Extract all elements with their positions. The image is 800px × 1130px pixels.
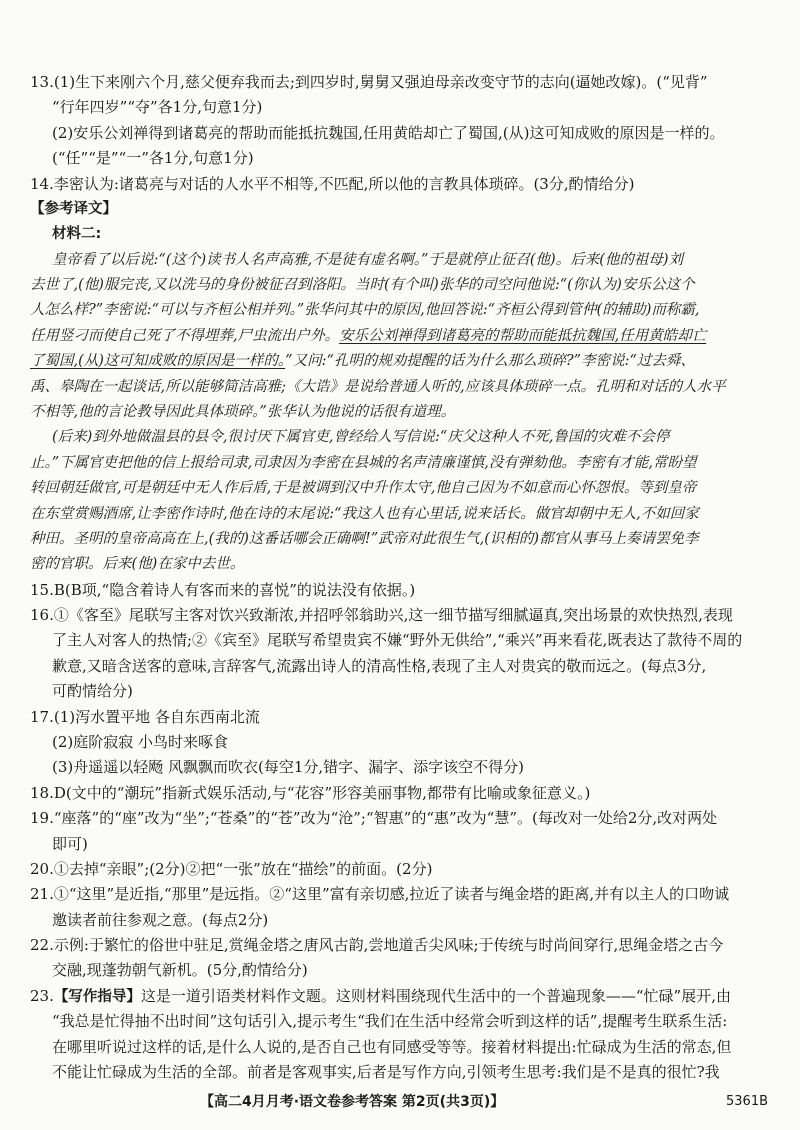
text-line (0, 425, 800, 449)
text-span: 14.李密认为:诸葛亮与对话的人水平不相等,不匹配,所以他的言教具体琐碎。(3分,酌情给分) (30, 174, 635, 193)
text-line (0, 349, 800, 373)
text-line (0, 679, 800, 703)
text-span: 去世了,(他)服完丧,又以洗马的身份被征召到洛阳。当时(有个叫)张华的司空问他说:“(你认为)安乐公这个 (30, 277, 695, 294)
text-line (0, 70, 800, 94)
text-span: (后来)到外地做温县的县令,很讨厌下属官吏,曾经给人写信说:“庆父这种人不死,鲁国的灾难不会停 (52, 429, 670, 446)
text-span: 止。”下属官吏把他的信上报给司隶,司隶因为李密在县城的名声清廉谨慎,没有弹劾他。李密有才能,常盼望 (30, 454, 697, 471)
text-line (0, 1035, 800, 1059)
text-line (0, 705, 800, 729)
text-span: 18.D(文中的“潮玩”指新式娱乐活动,与“花容”形容美丽事物,都带有比喻或象征意义。) (30, 783, 591, 802)
text-span: 19.“座落”的“座”改为“坐”;“苍桑”的“苍”改为“沧”;“智惠”的“惠”改为“慧”。(每改对一处给2分,改对两处 (30, 809, 718, 828)
text-span: 16.①《客至》尾联写主客对饮兴致渐浓,并招呼邻翁助兴,这一细节描写细腻逼真,突出场景的欢快热烈,表现 (30, 606, 733, 625)
text-line (0, 832, 800, 856)
text-line (0, 172, 800, 196)
text-line (0, 298, 800, 322)
text-span: 17.(1)泻水置平地 各自东西南北流 (30, 707, 260, 726)
text-span: 15.B(B项,“隐含着诗人有客而来的喜悦”的说法没有依据。) (30, 580, 416, 599)
text-line (0, 375, 800, 399)
text-line (0, 857, 800, 881)
text-line (0, 502, 800, 526)
text-span: 在哪里听说过这样的话,是什么人说的,是否自己也有同感受等等。接着材料提出:忙碌成为生活的常态,但 (52, 1037, 732, 1056)
text-span: “行年四岁”“夺”各1分,句意1分) (52, 98, 263, 117)
text-span: 这是一道引语类材料作文题。这则材料围绕现代生活中的一个普遍现象——“忙碌”展开,由 (140, 986, 731, 1005)
text-line (0, 1060, 800, 1084)
text-line (0, 908, 800, 932)
text-line (0, 121, 800, 145)
text-line (0, 628, 800, 652)
text-line (0, 248, 800, 272)
text-line (0, 476, 800, 500)
page-footer-code: 5361B (726, 1094, 769, 1109)
text-span: 即可) (52, 834, 88, 853)
text-span: 20.①去掉“亲眼”;(2分)②把“一张”放在“描绘”的前面。(2分) (30, 859, 433, 878)
text-line (0, 222, 800, 246)
text-span: “我总是忙得抽不出时间”这句话引入,提示考生“我们在生活中经常会听到这样的话”,提醒考生联系生活: (52, 1012, 728, 1031)
bold-label: 【写作指导】 (53, 988, 141, 1005)
text-span: 歉意,又暗含送客的意味,言辞客气,流露出诗人的清高性格,表现了主人对贵宾的敬而远之。(每点3分, (52, 656, 707, 675)
text-line (0, 958, 800, 982)
underlined-text: 安乐公刘禅得到诸葛亮的帮助而能抵抗魏国,任用黄皓却亡 (339, 327, 707, 344)
text-span: 交融,现蓬勃朝气新机。(5分,酌情给分) (52, 961, 308, 980)
text-line (0, 654, 800, 678)
text-line (0, 1009, 800, 1033)
text-line (0, 578, 800, 602)
text-span: (3)舟遥遥以轻飏 风飘飘而吹衣(每空1分,错字、漏字、添字该空不得分) (52, 758, 525, 777)
text-line (0, 781, 800, 805)
page-footer-title: 【高二4月月考·语文卷参考答案 第2页(共3页)】 (200, 1094, 505, 1110)
text-span: 皇帝看了以后说:“(这个)读书人名声高雅,不是徒有虚名啊。”于是就停止征召(他)。后来(他的祖母)刘 (52, 251, 684, 268)
text-span: 转回朝廷做官,可是朝廷中无人作后盾,于是被调到汉中升作太守,他自己因为不如意而心怀怨恨。等到皇帝 (30, 480, 697, 497)
text-span: 材料二: (52, 226, 102, 243)
text-span: 在东堂赏赐酒席,让李密作诗时,他在诗的末尾说:“我这人也有心里话,说来话长。做官却朝中无人,不如回家 (30, 505, 699, 522)
text-span: 不相等,他的言论教导因此具体琐碎。”张华认为他说的话很有道理。 (30, 404, 456, 420)
text-span: 不能让忙碌成为生活的全部。前者是客观事实,后者是写作方向,引领考生思考:我们是不是真的很忙?我 (52, 1063, 720, 1081)
underlined-text: 了蜀国,(从)这可知成败的原因是一样的。 (30, 353, 286, 370)
text-span: (2)庭阶寂寂 小鸟时来啄食 (52, 733, 229, 751)
text-line (0, 95, 800, 119)
text-line (0, 400, 800, 424)
text-span: 人怎么样?”李密说:“可以与齐桓公相并列。”张华问其中的原因,他回答说:“齐桓公得到管仲(的辅助)而称霸, (30, 302, 700, 319)
text-span: 13.(1)生下来刚六个月,慈父便弃我而去;到四岁时,舅舅又强迫母亲改变守节的志向(逼她改嫁)。(“见背” (30, 73, 708, 91)
text-line (0, 273, 800, 297)
text-line (0, 527, 800, 551)
text-line (0, 730, 800, 754)
text-line (0, 146, 800, 170)
text-line (0, 984, 800, 1008)
text-span: 任用竖刁而使自己死了不得埋葬,尸虫流出户外。 (30, 327, 340, 344)
text-span: 禹、皋陶在一起谈话,所以能够简洁高雅;《大诰》是说给普通人听的,应该具体琐碎一点。孔明和对话的人水平 (30, 378, 726, 395)
text-line (0, 755, 800, 779)
text-line (0, 552, 800, 576)
text-line (0, 882, 800, 906)
text-span: 密的官职。后来(他)在家中去世。 (30, 556, 245, 573)
text-span: 了主人对客人的热情;②《宾至》尾联写希望贵宾不嫌“野外无供给”,“乘兴”再来看花,既表达了款待不周的 (52, 631, 743, 650)
text-line (0, 603, 800, 627)
text-span: 22.示例:于繁忙的俗世中驻足,赏绳金塔之唐风古韵,尝地道舌尖风味;于传统与时尚间穿行,思绳金塔之古今 (30, 936, 724, 955)
text-span: 种田。圣明的皇帝高高在上,(我的)这番话哪会正确啊!”武帝对此很生气,(识相的)都官从事马上奏请罢免李 (30, 530, 699, 547)
text-span: 可酌情给分) (52, 682, 133, 701)
text-span: 【参考译文】 (30, 200, 117, 217)
text-line (0, 451, 800, 475)
text-span: ”又问:“孔明的规劝提醒的话为什么那么琐碎?”李密说:“过去舜、 (285, 353, 695, 370)
text-span: (“任”“是”“一”各1分,句意1分) (52, 149, 254, 168)
text-line (0, 933, 800, 957)
text-span: (2)安乐公刘禅得到诸葛亮的帮助而能抵抗魏国,任用黄皓却亡了蜀国,(从)这可知成败的原因是一样的。 (52, 123, 725, 142)
text-line (0, 806, 800, 830)
text-line (0, 197, 800, 221)
text-span: 21.①“这里”是近指,“那里”是远指。②“这里”富有亲切感,拉近了读者与绳金塔的距离,并有以主人的口吻诚 (30, 885, 730, 904)
text-span: 23. (30, 986, 54, 1005)
text-line (0, 324, 800, 348)
text-span: 邀读者前往参观之意。(每点2分) (52, 910, 269, 929)
